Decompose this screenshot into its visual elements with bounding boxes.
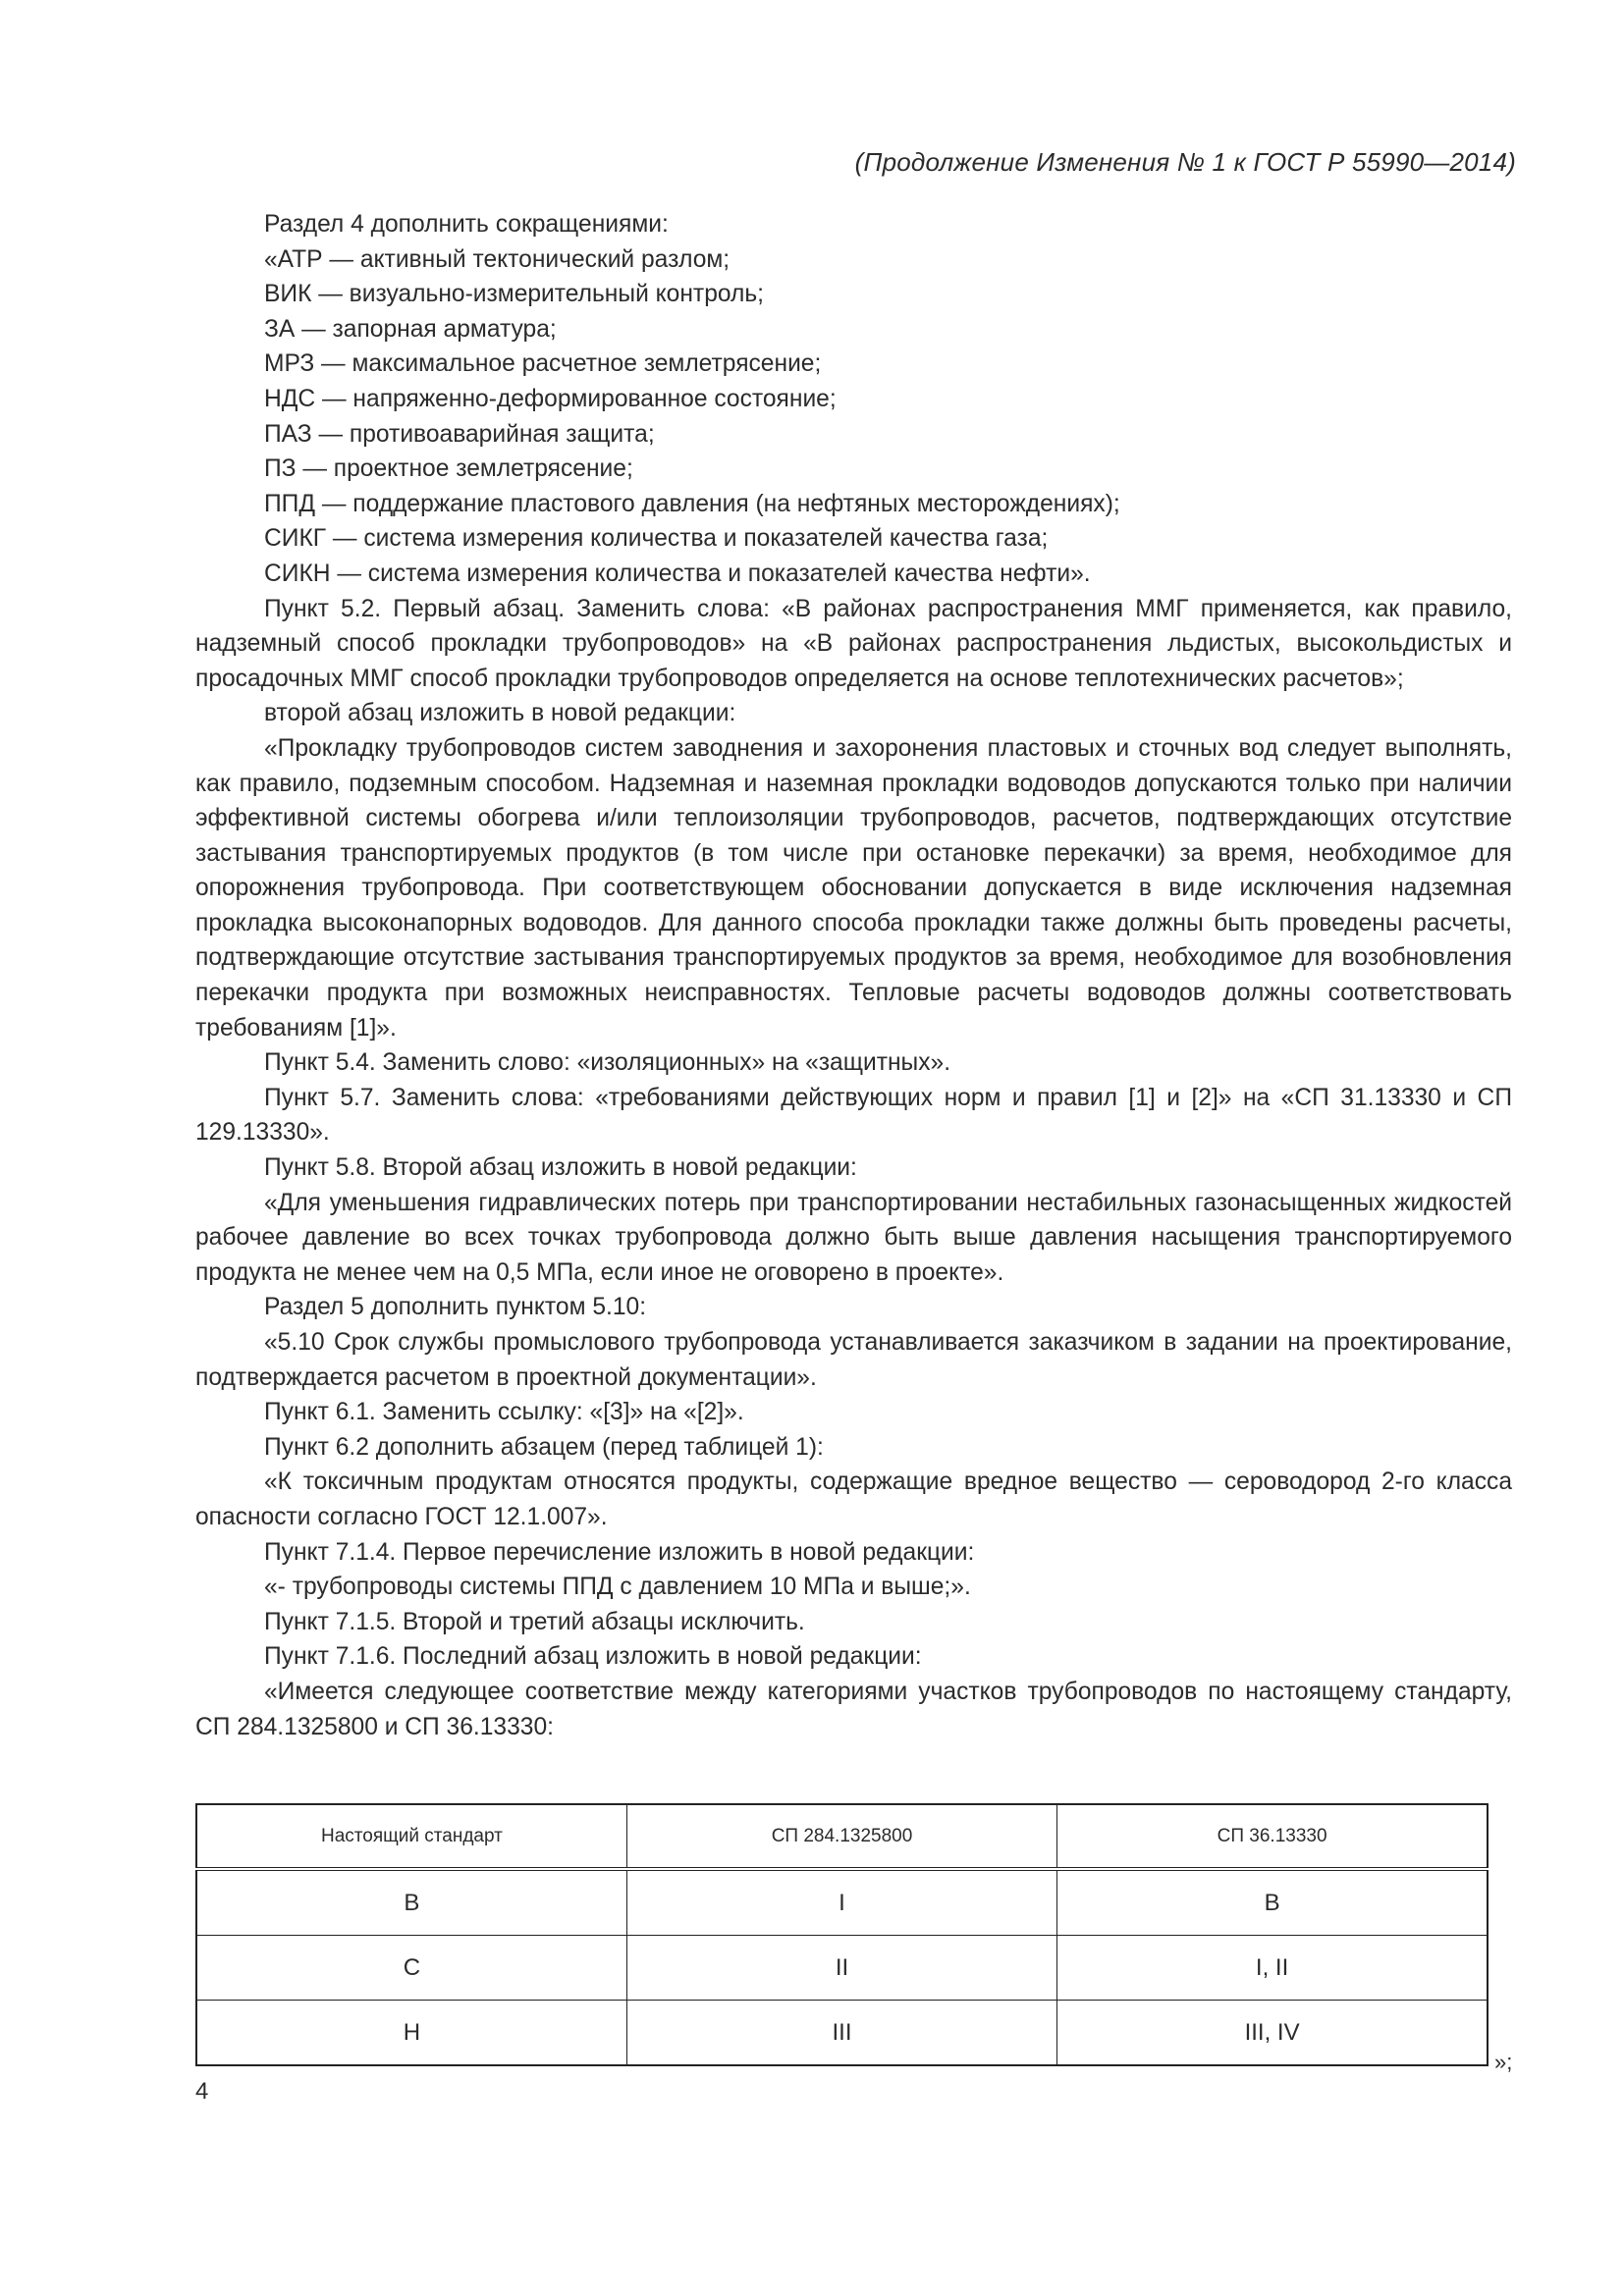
table-header-cell: Настоящий стандарт (196, 1804, 626, 1869)
paragraph-clause-6-2: Пункт 6.2 дополнить абзацем (перед таблицей 1): (264, 1433, 824, 1461)
abbreviation-item: ЗА — запорная арматура; (264, 315, 557, 343)
table-cell: С (196, 1936, 626, 2001)
table-cell: III, IV (1057, 2001, 1488, 2066)
paragraph-clause-5-8: Пункт 5.8. Второй абзац изложить в новой редакции: (264, 1154, 857, 1182)
paragraph-ppd-quote: «- трубопроводы системы ППД с давлением 10 МПа и выше;». (264, 1574, 971, 1601)
paragraph-correspondence-quote: «Имеется следующее соответствие между категориями участков трубопроводов по настоящему стандарту, СП 284.1325800 и СП 36.13330: (195, 1678, 1512, 1740)
table-cell: III (626, 2001, 1056, 2066)
paragraph-toxic-quote: «К токсичным продуктам относятся продукты, содержащие вредное вещество — сероводород 2-го класса опасности согласно ГОСТ 12.1.007». (195, 1468, 1512, 1530)
paragraph-second-abzac-intro: второй абзац изложить в новой редакции: (264, 700, 736, 727)
abbreviation-item: НДС — напряженно-деформированное состояние; (264, 385, 837, 412)
table-row (196, 2001, 1488, 2066)
abbreviation-item: ПАЗ — противоаварийная защита; (264, 420, 655, 448)
category-correspondence-table-wrap (195, 1803, 1489, 2066)
paragraph-clause-5-10-quote: «5.10 Срок службы промыслового трубопровода устанавливается заказчиком в задании на проектирование, подтверждается расчетом в проектной документации». (195, 1329, 1512, 1391)
abbreviation-item: СИКН — система измерения количества и показателей качества нефти». (264, 560, 1091, 587)
paragraph-clause-5-4: Пункт 5.4. Заменить слово: «изоляционных» на «защитных». (264, 1049, 951, 1077)
table-cell: В (1057, 1869, 1488, 1936)
table-cell: II (626, 1936, 1056, 2001)
paragraph-clause-6-1: Пункт 6.1. Заменить ссылку: «[3]» на «[2]». (264, 1399, 744, 1426)
table-header-cell: СП 36.13330 (1057, 1804, 1488, 1869)
table-cell: I (626, 1869, 1056, 1936)
abbreviation-item: ППД — поддержание пластового давления (на нефтяных месторождениях); (264, 490, 1120, 517)
abbreviation-item: «АТР — активный тектонический разлом; (264, 245, 731, 273)
paragraph-clause-7-1-4: Пункт 7.1.4. Первое перечисление изложить в новой редакции: (264, 1538, 975, 1566)
document-body (195, 207, 1512, 1744)
category-correspondence-table (195, 1803, 1489, 2066)
paragraph-clause-7-1-6: Пункт 7.1.6. Последний абзац изложить в новой редакции: (264, 1643, 922, 1671)
page-number: 4 (195, 2078, 209, 2105)
paragraph-pipeline-laying-quote: «Прокладку трубопроводов систем заводнения и захоронения пластовых и сточных вод следует выполнять, как правило, подземным способом. Надземная и наземная прокладки водоводов допускаются только при наличии эффективной системы обогрева и/или теплоизоляции трубопроводов, расчетов, подтверждающих отсутствие застывания транспортируемых продуктов (в том числе при остановке перекачки) за время, необходимое для опорожнения трубопровода. При соответствующем обосновании допускается в виде исключения надземная прокладка высоконапорных водоводов. Для данного способа прокладки также должны быть проведены расчеты, подтверждающие отсутствие застывания транспортируемых продуктов за время, необходимое для возобновления перекачки продукта при возможных неисправностях. Тепловые расчеты водоводов должны соответствовать требованиям [1]». (195, 734, 1512, 1041)
abbreviation-item: МРЗ — максимальное расчетное землетрясение; (264, 350, 822, 378)
paragraph-section-5-addition: Раздел 5 дополнить пунктом 5.10: (264, 1294, 647, 1321)
paragraph-clause-5-2: Пункт 5.2. Первый абзац. Заменить слова: «В районах распространения ММГ применяется, как правило, надземный способ прокладки трубопроводов» на «В районах распространения льдистых, высокольдистых и просадочных ММГ способ прокладки трубопроводов определяется на основе теплотехнических расчетов»; (195, 595, 1512, 692)
table-cell: Н (196, 2001, 626, 2066)
table-header-row (196, 1804, 1488, 1869)
table-cell: I, II (1057, 1936, 1488, 2001)
abbreviations-intro: Раздел 4 дополнить сокращениями: (264, 211, 669, 238)
paragraph-hydraulic-quote: «Для уменьшения гидравлических потерь при транспортировании нестабильных газонасыщенных жидкостей рабочее давление во всех точках трубопровода должно быть выше давления насыщения транспортируемого продукта не менее чем на 0,5 МПа, если иное не оговорено в проекте». (195, 1189, 1512, 1286)
abbreviation-item: СИКГ — система измерения количества и показателей качества газа; (264, 525, 1049, 553)
abbreviation-item: ВИК — визуально-измерительный контроль; (264, 281, 765, 308)
table-closing-quote: »; (1494, 2050, 1513, 2074)
table-header-cell: СП 284.1325800 (626, 1804, 1056, 1869)
paragraph-clause-7-1-5: Пункт 7.1.5. Второй и третий абзацы исключить. (264, 1608, 805, 1635)
abbreviation-item: ПЗ — проектное землетрясение; (264, 455, 633, 483)
table-row (196, 1869, 1488, 1936)
table-cell: В (196, 1869, 626, 1936)
table-row (196, 1936, 1488, 2001)
paragraph-clause-5-7: Пункт 5.7. Заменить слова: «требованиями действующих норм и правил [1] и [2]» на «СП 31.13330 и СП 129.13330». (195, 1084, 1512, 1147)
running-header: (Продолжение Изменения № 1 к ГОСТ Р 55990—2014) (854, 147, 1516, 177)
